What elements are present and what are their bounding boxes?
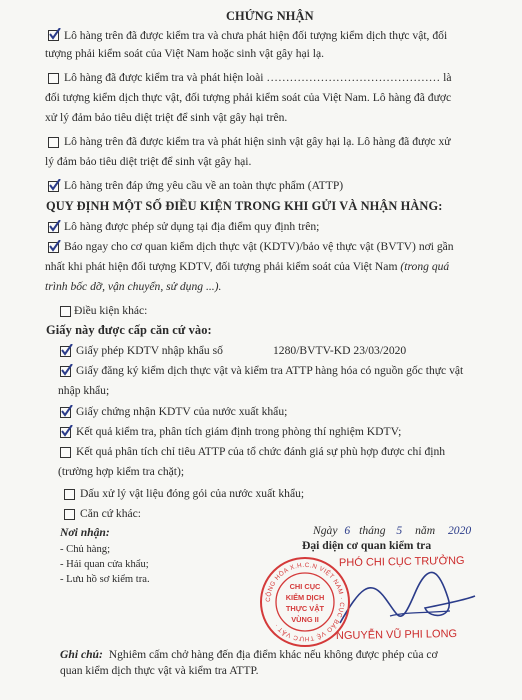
basis-4: Kết quả kiểm tra, phân tích giám định trong phòng thí nghiệm KDTV; <box>76 425 402 438</box>
rule-2-line-2-italic: (trong quá <box>400 260 450 273</box>
basis-5-line-1: Kết quả phân tích chỉ tiêu ATTP của tổ chức đánh giá sự phù hợp được chỉ định <box>76 445 446 458</box>
rule-3: Điều kiện khác: <box>74 304 148 317</box>
checkmark-icon <box>48 220 61 233</box>
cert-item-3-line-1: Lô hàng trên đã được kiểm tra và phát hiện sinh vật gây hại lạ. Lô hàng đã được xử <box>64 135 451 148</box>
checkbox-cert-4[interactable] <box>48 181 59 192</box>
recipient-3: - Lưu hồ sơ kiểm tra. <box>60 574 150 585</box>
issue-date <box>313 524 471 538</box>
official-stamp <box>259 556 351 648</box>
checkmark-icon <box>48 28 61 41</box>
footer-note-label: Ghi chú: <box>60 648 103 661</box>
checkmark-icon <box>60 344 73 357</box>
stamp-line-4: VÙNG II <box>291 615 319 624</box>
signoff-role: PHÓ CHI CỤC TRƯỞNG <box>338 554 465 570</box>
checkmark-icon <box>60 425 73 438</box>
date-year-word: năm <box>415 524 436 537</box>
recipient-2: - Hải quan cửa khẩu; <box>60 559 149 570</box>
checkmark-icon <box>60 364 73 377</box>
checkmark-icon <box>48 179 61 192</box>
date-year: 2020 <box>448 524 472 537</box>
rule-2-line-2 <box>45 260 449 274</box>
basis-3: Giấy chứng nhận KDTV của nước xuất khẩu; <box>76 405 288 418</box>
checkbox-rule-2[interactable] <box>48 242 59 253</box>
checkbox-basis-5[interactable] <box>60 447 71 458</box>
rule-2-line-3: trình bốc dỡ, vận chuyển, sử dụng ...). <box>45 280 222 293</box>
basis-2-line-1: Giấy đăng ký kiểm dịch thực vật và kiểm tra ATTP hàng hóa có nguồn gốc thực vật <box>76 364 464 377</box>
recipients-heading: Nơi nhận: <box>60 526 110 539</box>
checkbox-basis-1[interactable] <box>60 346 71 357</box>
rule-2-line-1: Báo ngay cho cơ quan kiểm dịch thực vật (KDTV)/bảo vệ thực vật (BVTV) nơi gần <box>64 240 454 253</box>
checkbox-rule-1[interactable] <box>48 222 59 233</box>
footer-note-text-1: Nghiêm cấm chở hàng đến địa điểm khác nếu không được phép của cơ <box>108 648 438 661</box>
rules-heading: QUY ĐỊNH MỘT SỐ ĐIỀU KIỆN TRONG KHI GỬI VÀ NHẬN HÀNG: <box>46 199 443 213</box>
cert-item-2-line-2: đối tượng kiểm dịch thực vật, đối tượng phải kiểm soát của Việt Nam. Lô hàng đã được <box>45 91 452 104</box>
checkbox-rule-3[interactable] <box>60 306 71 317</box>
basis-2-line-2: nhập khẩu; <box>58 384 110 397</box>
cert-item-2-line-1: Lô hàng đã được kiểm tra và phát hiện loài ……………………………………… là <box>64 71 452 84</box>
checkbox-basis-7[interactable] <box>64 509 75 520</box>
checkbox-basis-4[interactable] <box>60 427 71 438</box>
checkbox-cert-2[interactable] <box>48 73 59 84</box>
basis-1-permit-number: 1280/BVTV-KD 23/03/2020 <box>273 344 407 357</box>
checkbox-cert-3[interactable] <box>48 137 59 148</box>
cert-item-1-line-2: tượng phải kiểm soát của Việt Nam hoặc sinh vật gây hại lạ. <box>45 47 325 60</box>
cert-item-3-line-2: lý đảm bảo tiêu diệt triệt để sinh vật gây hại. <box>45 155 252 168</box>
signoff-title: Đại diện cơ quan kiểm tra <box>302 539 432 552</box>
rule-2-line-2-text: nhất khi phát hiện đối tượng KDTV, đối tượng phải kiểm soát của Việt Nam <box>45 260 398 273</box>
date-month-word: tháng <box>359 524 386 537</box>
footer-note-line-1 <box>60 648 438 662</box>
footer-note-line-2: quan kiểm dịch thực vật và kiểm tra ATTP. <box>60 664 259 677</box>
date-month: 5 <box>396 524 403 537</box>
basis-6: Dấu xử lý vật liệu đóng gói của nước xuất khẩu; <box>80 487 305 500</box>
checkbox-basis-3[interactable] <box>60 407 71 418</box>
recipient-1: - Chủ hàng; <box>60 544 111 555</box>
checkbox-basis-2[interactable] <box>60 366 71 377</box>
basis-7: Căn cứ khác: <box>80 507 142 520</box>
date-day: 6 <box>344 524 351 537</box>
page-title: CHỨNG NHẬN <box>226 9 314 23</box>
basis-1-label: Giấy phép KDTV nhập khẩu số <box>76 344 223 357</box>
cert-item-2-line-3: xử lý đảm bảo tiêu diệt triệt để sinh vật gây hại trên. <box>45 111 288 124</box>
rule-1: Lô hàng được phép sử dụng tại địa điểm quy định trên; <box>64 220 320 233</box>
checkbox-cert-1[interactable] <box>48 30 59 41</box>
date-prefix: Ngày <box>313 524 338 537</box>
cert-item-4: Lô hàng trên đáp ứng yêu cầu về an toàn thực phẩm (ATTP) <box>64 179 344 192</box>
checkmark-icon <box>60 405 73 418</box>
checkmark-icon <box>48 240 61 253</box>
cert-item-1-line-1: Lô hàng trên đã được kiểm tra và chưa phát hiện đối tượng kiểm dịch thực vật, đối <box>64 29 448 42</box>
checkbox-basis-6[interactable] <box>64 489 75 500</box>
stamp-line-1: CHI CỤC <box>289 582 321 591</box>
stamp-ring-text: CỘNG HÒA X.H.C.N VIỆT NAM · CỤC BẢO VỆ THỰC VẬT · <box>264 561 346 643</box>
stamp-line-2: KIỂM DỊCH <box>285 593 325 602</box>
basis-heading: Giấy này được cấp căn cứ vào: <box>46 323 212 337</box>
stamp-line-3: THỰC VẬT <box>285 604 325 613</box>
basis-5-line-2: (trường hợp kiểm tra chặt); <box>58 465 185 478</box>
signer-name: NGUYỄN VŨ PHI LONG <box>335 627 458 643</box>
